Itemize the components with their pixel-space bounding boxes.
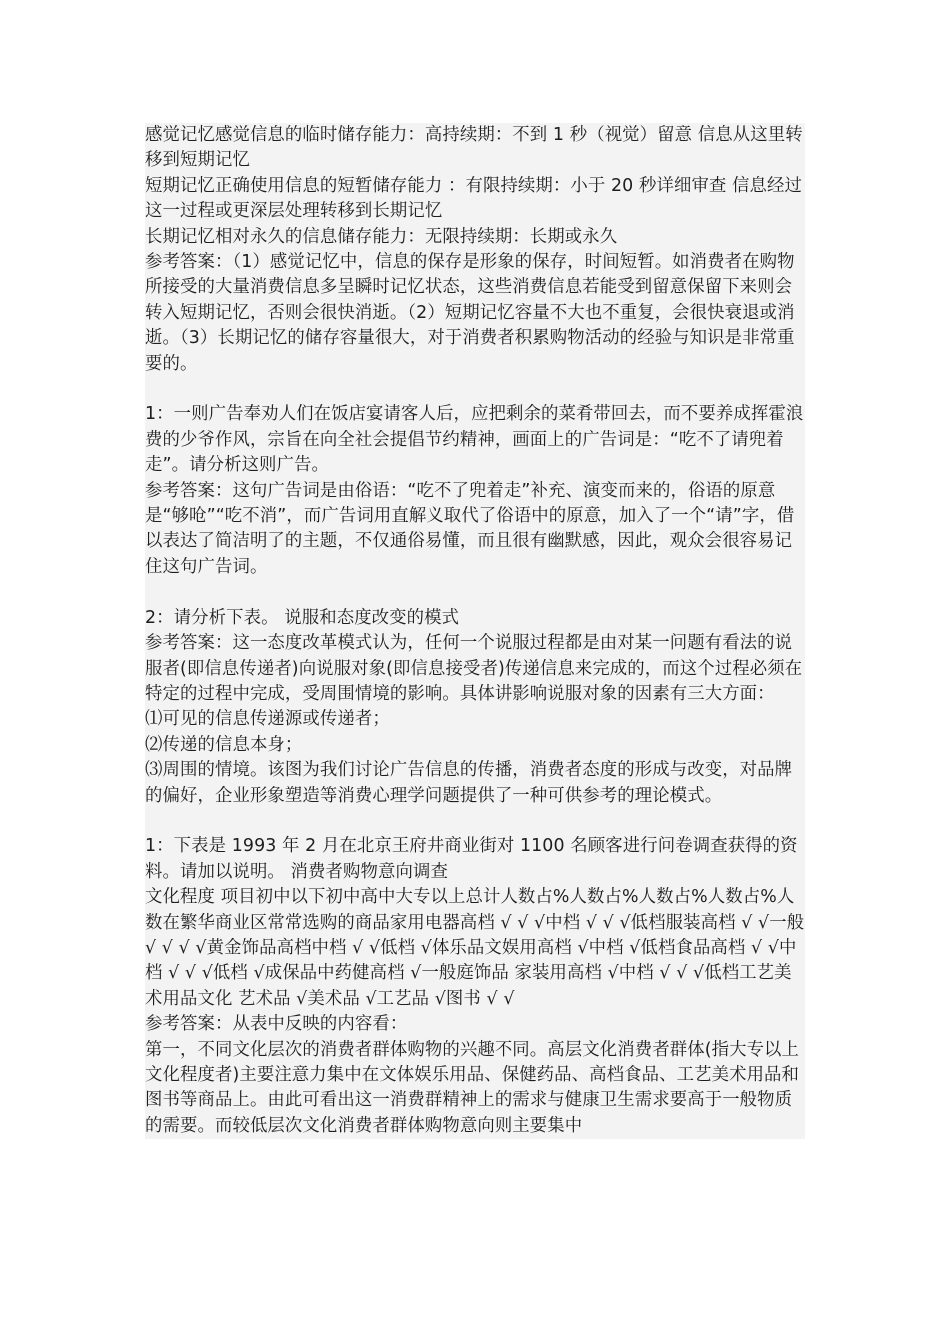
paragraph-answer-memory: 参考答案：（1）感觉记忆中，信息的保存是形象的保存，时间短暂。如消费者在购物所接受的大量消费信息多呈瞬时记忆状态，这些消费信息若能受到留意保留下来则会转入短期记忆，否则会很快消逝。（2）短期记忆容量不大也不重复，会很快衰退或消逝。（3）长期记忆的储存容量很大，对于消费者积累购物活动的经验与知识是非常重要的。 bbox=[145, 252, 795, 374]
paragraph-list-item-2: ⑵传递的信息本身； bbox=[145, 734, 303, 755]
paragraph-question-survey: 1：下表是 1993 年 2 月在北京王府井商业街对 1100 名顾客进行问卷调查获得的资料。请加以说明。 消费者购物意向调查 bbox=[145, 836, 798, 882]
blank-line bbox=[145, 809, 805, 834]
paragraph-sensory-memory: 感觉记忆感觉信息的临时储存能力：高持续期：不到 1 秒（视觉）留意 信息从这里转移到短期记忆 bbox=[145, 125, 803, 171]
paragraph-answer-persuasion: 参考答案：这一态度改革模式认为，任何一个说服过程都是由对某一问题有看法的说服者(即信息传递者)向说服对象(即信息接受者)传递信息来完成的，而这个过程必须在特定的过程中完成，受周围情境的影响。具体讲影响说服对象的因素有三大方面： bbox=[145, 633, 803, 704]
document-body bbox=[145, 123, 805, 1139]
blank-line bbox=[145, 580, 805, 605]
paragraph-answer-survey-intro: 参考答案：从表中反映的内容看： bbox=[145, 1014, 408, 1035]
paragraph-question-ad: 1：一则广告奉劝人们在饭店宴请客人后，应把剩余的菜肴带回去，而不要养成挥霍浪费的少爷作风，宗旨在向全社会提倡节约精神，画面上的广告词是：“吃不了请兜着走”。请分析这则广告。 bbox=[145, 404, 804, 476]
paragraph-short-term-memory: 短期记忆正确使用信息的短暂储存能力 ：有限持续期：小于 20 秒详细审查 信息经过这一过程或更深层处理转移到长期记忆 bbox=[145, 175, 803, 222]
paragraph-long-term-memory: 长期记忆相对永久的信息储存能力：无限持续期：长期或永久 bbox=[145, 226, 618, 247]
paragraph-list-item-1: ⑴可见的信息传递源或传递者； bbox=[145, 709, 390, 730]
paragraph-list-item-3: ⑶周围的情境。该图为我们讨论广告信息的传播，消费者态度的形成与改变，对品牌的偏好，企业形象塑造等消费心理学问题提供了一种可供参考的理论模式。 bbox=[145, 760, 793, 806]
paragraph-answer-ad: 参考答案：这句广告词是由俗语：“吃不了兜着走”补充、演变而来的，俗语的原意是“够呛”“吃不消”，而广告词用直解义取代了俗语中的原意，加入了一个“请”字，借以表达了简洁明了的主题，不仅通俗易懂，而且很有幽默感，因此，观众会很容易记住这句广告词。 bbox=[145, 480, 795, 577]
paragraph-question-persuasion: 2：请分析下表。 说服和态度改变的模式 bbox=[145, 607, 460, 628]
blank-line bbox=[145, 377, 805, 402]
paragraph-answer-survey-first: 第一，不同文化层次的消费者群体购物的兴趣不同。高层文化消费者群体(指大专以上文化程度者)主要注意力集中在文体娱乐用品、保健药品、高档食品、工艺美术用品和图书等商品上。由此可看出这一消费群精神上的需求与健康卫生需求要高于一般物质的需要。而较低层次文化消费者群体购物意向则主要集中 bbox=[145, 1039, 800, 1136]
paragraph-survey-table-text: 文化程度 项目初中以下初中高中大专以上总计人数占%人数占%人数占%人数占%人数在繁华商业区常常选购的商品家用电器高档 √ √ √中档 √ √ √低档服装高档 √ √一般 √ √ √ √黄金饰品高档中档 √ √低档 √体乐品文娱用高档 √中档 √低档食品高档 √ √中档 √ √ √低档 √成保品中药健高档 √一般庭饰品 家装用高档 √中档 √ √ √低档工艺美术用品文化 艺术品 √美术品 √工艺品 √图书 √ √ bbox=[145, 887, 805, 1009]
